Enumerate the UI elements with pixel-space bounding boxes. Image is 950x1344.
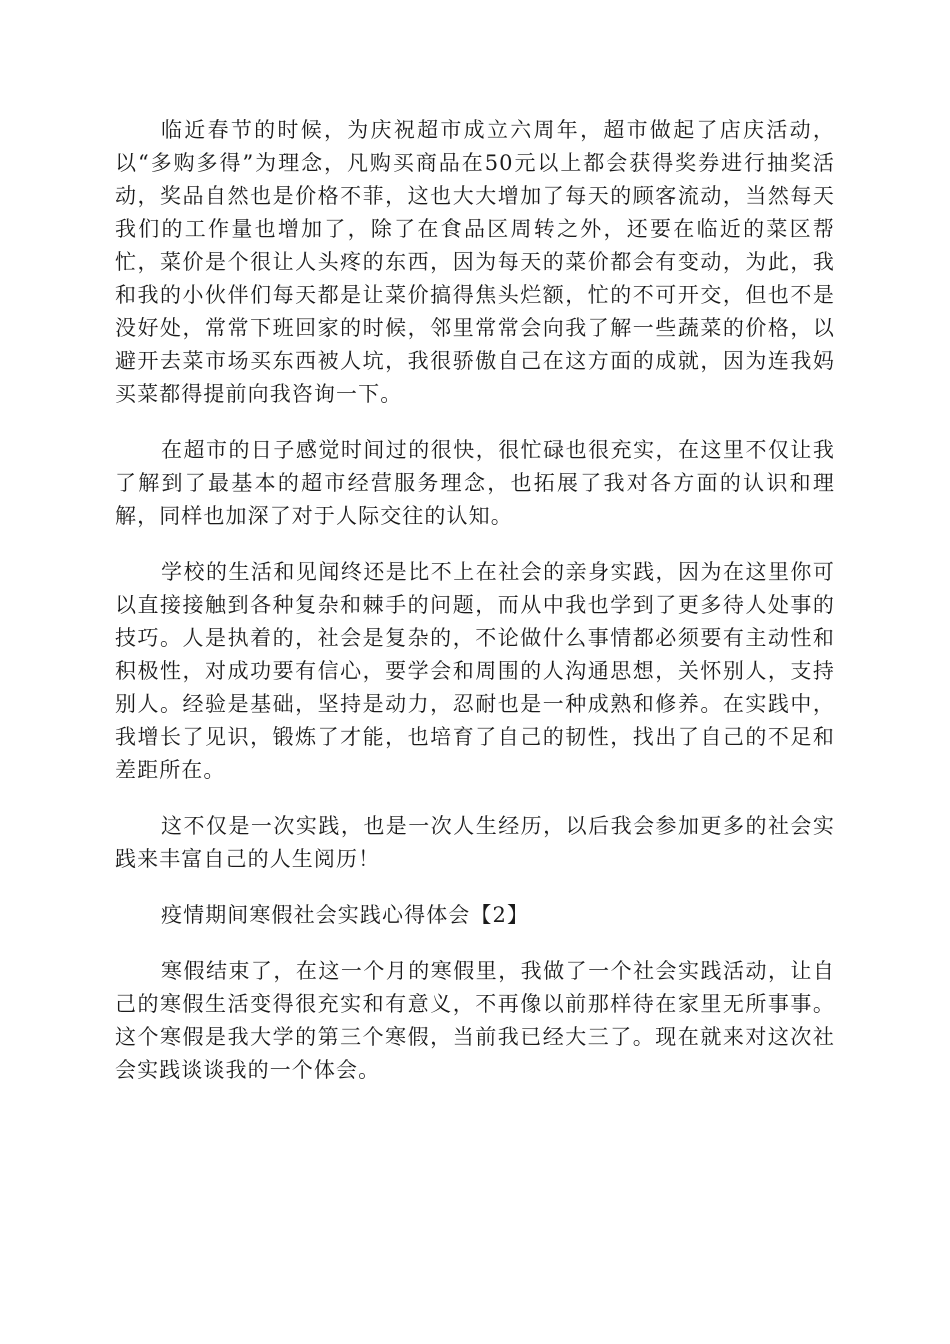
document-page [115, 114, 835, 1110]
paragraph-1: 临近春节的时候，为庆祝超市成立六周年，超市做起了店庆活动，以“多购多得”为理念，凡购买商品在50元以上都会获得奖券进行抽奖活动，奖品自然也是价格不菲，这也大大增加了每天的顾客流动，当然每天我们的工作量也增加了，除了在食品区周转之外，还要在临近的菜区帮忙，菜价是个很让人头疼的东西，因为每天的菜价都会有变动，为此，我和我的小伙伴们每天都是让菜价搞得焦头烂额，忙的不可开交，但也不是没好处，常常下班回家的时候，邻里常常会向我了解一些蔬菜的价格，以避开去菜市场买东西被人坑，我很骄傲自己在这方面的成就，因为连我妈买菜都得提前向我咨询一下。 [115, 118, 835, 406]
paragraph-3: 学校的生活和见闻终还是比不上在社会的亲身实践，因为在这里你可以直接接触到各种复杂和棘手的问题，而从中我也学到了更多待人处事的技巧。人是执着的，社会是复杂的，不论做什么事情都必须要有主动性和积极性，对成功要有信心，要学会和周围的人沟通思想，关怀别人，支持别人。经验是基础，坚持是动力，忍耐也是一种成熟和修养。在实践中，我增长了见识，锻炼了才能，也培育了自己的韧性，找出了自己的不足和差距所在。 [115, 560, 835, 782]
paragraph-5: 寒假结束了，在这一个月的寒假里，我做了一个社会实践活动，让自己的寒假生活变得很充实和有意义，不再像以前那样待在家里无所事事。这个寒假是我大学的第三个寒假，当前我已经大三了。现在就来对这次社会实践谈谈我的一个体会。 [115, 959, 835, 1082]
paragraph-4: 这不仅是一次实践，也是一次人生经历，以后我会参加更多的社会实践来丰富自己的人生阅历！ [115, 814, 835, 871]
section-heading: 疫情期间寒假社会实践心得体会【2】 [161, 903, 530, 927]
paragraph-2: 在超市的日子感觉时间过的很快，很忙碌也很充实，在这里不仅让我了解到了最基本的超市经营服务理念，也拓展了我对各方面的认识和理解，同样也加深了对于人际交往的认知。 [115, 438, 835, 528]
